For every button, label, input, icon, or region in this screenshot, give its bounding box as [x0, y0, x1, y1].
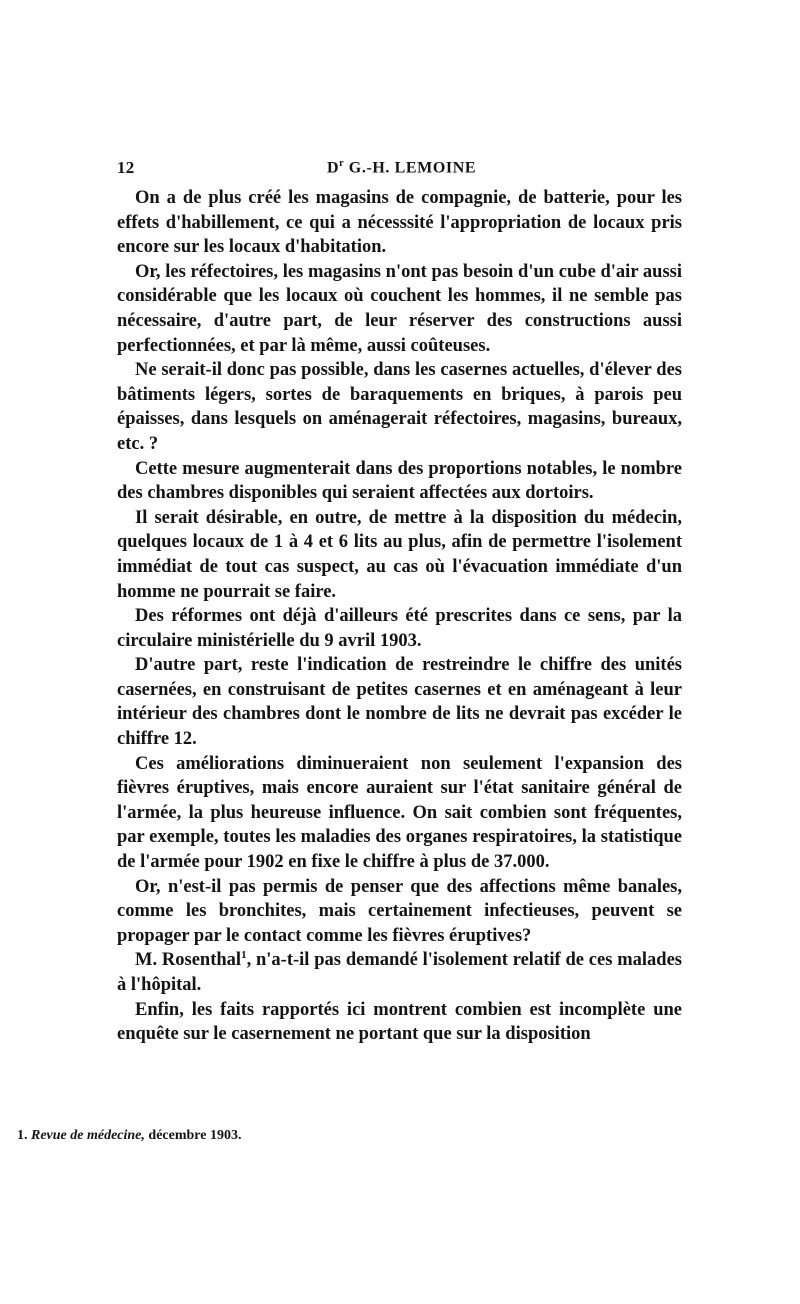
footnote-reference: 1	[241, 949, 247, 962]
paragraph: Enfin, les faits rapportés ici montrent combien est incomplète une enquête sur le casernement ne portant que sur la disposition	[117, 999, 682, 1045]
paragraph: D'autre part, reste l'indication de restreindre le chiffre des unités casernées, en construisant de petites casernes et en aménageant à leur intérieur des chambres dont le nombre de lits ne devrait pas excéder le chiffre 12.	[117, 655, 682, 750]
page-header	[117, 150, 682, 176]
running-title	[327, 158, 476, 177]
paragraph: Des réformes ont déjà d'ailleurs été prescrites dans ce sens, par la circulaire ministérielle du 9 avril 1903.	[117, 606, 682, 651]
paragraph: Il serait désirable, en outre, de mettre à la disposition du médecin, quelques locaux de 1 à 4 et 6 lits au plus, afin de permettre l'isolement immédiat de tout cas suspect, au cas où l'évacuation immédiate d'un homme ne pourrait se faire.	[117, 507, 682, 602]
paragraph: Ne serait-il donc pas possible, dans les casernes actuelles, d'élever des bâtiments légers, sortes de baraquements en briques, à parois peu épaisses, dans lesquels on aménagerait réfectoires, magasins, bureaux, etc. ?	[117, 360, 682, 454]
footnote-date: décembre 1903.	[144, 1128, 242, 1143]
paragraph: Cette mesure augmenterait dans des proportions notables, le nombre des chambres disponibles qui seraient affectées aux dortoirs.	[117, 458, 682, 504]
footnote-number: 1.	[17, 1128, 28, 1143]
paragraph-rosenthal	[117, 948, 682, 997]
paragraph: Or, n'est-il pas permis de penser que des affections même banales, comme les bronchites, mais certainement infectieuses, peuvent se propager par le contact comme les fièvres éruptives?	[117, 876, 682, 946]
paragraph: Or, les réfectoires, les magasins n'ont pas besoin d'un cube d'air aussi considérable que les locaux où couchent les hommes, il ne semble pas nécessaire, d'autre part, de leur réserver des constructions aussi perfectionnées, et par là même, aussi coûteuses.	[117, 261, 682, 356]
running-title-prefix: D	[327, 159, 340, 177]
document-page	[117, 150, 682, 1047]
footnote	[17, 1128, 577, 1144]
paragraph: Ces améliorations diminueraient non seulement l'expansion des fièvres éruptives, mais encore auraient sur l'état sanitaire général de l'armée, la plus heureuse influence. On sait combien sont fréquentes, par exemple, toutes les maladies des organes respiratoires, la statistique de l'armée pour 1902 en fixe le chiffre à plus de 37.000.	[117, 753, 682, 873]
rosenthal-text-before: M. Rosenthal	[135, 950, 242, 971]
page-number: 12	[117, 158, 135, 177]
running-title-rest: G.-H. LEMOINE	[344, 159, 477, 177]
footnote-journal: Revue de médecine,	[31, 1128, 145, 1143]
paragraph: On a de plus créé les magasins de compagnie, de batterie, pour les effets d'habillement, ce qui a nécesssité l'appropriation de locaux pris encore sur les locaux d'habitation.	[117, 188, 682, 258]
body-text	[117, 186, 682, 1047]
running-title-sup: r	[339, 158, 345, 169]
rosenthal-text-after: , n'a-t-il pas demandé l'isolement relatif de ces malades à l'hôpital.	[117, 950, 682, 995]
